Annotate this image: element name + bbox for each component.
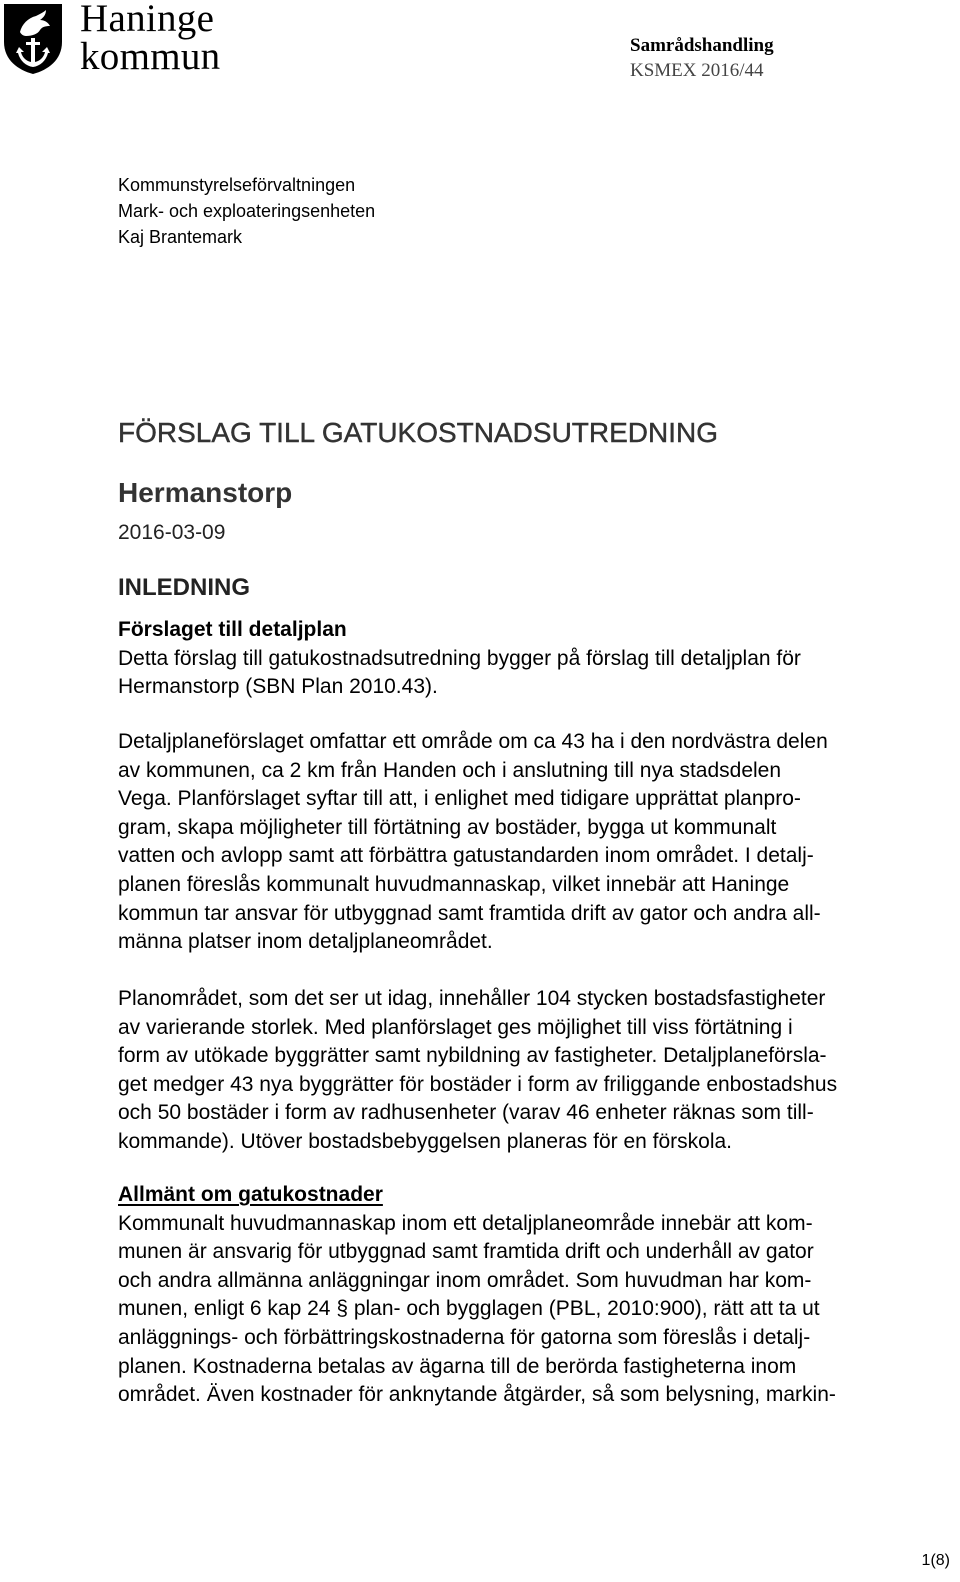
page-number: 1(8) — [921, 1552, 950, 1569]
text-line: get medger 43 nya byggrätter för bostäder i form av friliggande enbostadshus — [118, 1072, 838, 1096]
sender-unit: Mark- och exploateringsenheten — [118, 201, 376, 221]
text-line: området. Även kostnader för anknytande åtgärder, så som belysning, markin- — [118, 1383, 836, 1407]
document-type: Samrådshandling — [630, 35, 774, 56]
text-line: männa platser inom detaljplaneområdet. — [118, 930, 493, 954]
text-line: gram, skapa möjligheter till förtätning av bostäder, bygga ut kommunalt — [118, 815, 777, 839]
section-heading-intro: INLEDNING — [118, 574, 250, 601]
section-street-costs — [118, 1181, 950, 1410]
text-line: Planområdet, som det ser ut idag, innehåller 104 stycken bostadsfastigheter — [118, 987, 826, 1010]
sender-department: Kommunstyrelseförvaltningen — [118, 175, 356, 195]
paragraph-plan-area — [118, 728, 950, 957]
document-date: 2016-03-09 — [118, 521, 226, 544]
document-title: FÖRSLAG TILL GATUKOSTNADSUTREDNING — [118, 417, 719, 448]
text-line: form av utökade byggrätter samt nybildning av fastigheter. Detaljplaneförsla- — [118, 1044, 827, 1068]
sender-block — [118, 172, 375, 250]
text-line: munen är ansvarig för utbyggnad samt framtida drift och underhåll av gator — [118, 1240, 814, 1264]
text-line: vatten och avlopp samt att förbättra gatustandarden inom området. I detalj- — [118, 844, 814, 868]
paragraph-properties — [118, 985, 950, 1157]
subheading-street-costs: Allmänt om gatukostnader — [118, 1183, 383, 1206]
brand-line-2: kommun — [80, 35, 221, 78]
text-line: och 50 bostäder i form av radhusenheter (varav 46 enheter räknas som till- — [118, 1101, 814, 1125]
text-line: Kommunalt huvudmannaskap inom ett detaljplaneområde innebär att kom- — [118, 1211, 813, 1235]
text-line: planen föreslås kommunalt huvudmannaskap, vilket innebär att Haninge — [118, 872, 790, 896]
sender-person: Kaj Brantemark — [118, 227, 243, 247]
brand-name — [80, 0, 220, 76]
haninge-crest-icon — [2, 2, 64, 76]
text-line: Vega. Planförslaget syftar till att, i enlighet med tidigare upprättat planpro- — [118, 787, 801, 811]
document-type-block — [630, 34, 930, 84]
text-line: Detta förslag till gatukostnadsutredning bygger på förslag till detaljplan för — [118, 646, 801, 670]
text-line: planen. Kostnaderna betalas av ägarna till de berörda fastigheterna inom — [118, 1354, 797, 1378]
text-line: och andra allmänna anläggningar inom området. Som huvudman har kom- — [118, 1268, 812, 1292]
text-line: kommande). Utöver bostadsbebyggelsen planeras för en förskola. — [118, 1129, 733, 1153]
text-line: Hermanstorp (SBN Plan 2010.43). — [118, 675, 438, 699]
text-line: av kommunen, ca 2 km från Handen och i anslutning till nya stadsdelen — [118, 758, 782, 782]
text-line: av varierande storlek. Med planförslaget ges möjlighet till viss förtätning i — [118, 1015, 793, 1039]
brand-line-1: Haninge — [80, 0, 215, 40]
document-subtitle: Hermanstorp — [118, 477, 293, 508]
document-number: KSMEX 2016/44 — [630, 60, 764, 81]
text-line: anläggnings- och förbättringskostnaderna för gatorna som föreslås i detalj- — [118, 1325, 811, 1349]
subheading-detail-plan: Förslaget till detaljplan — [118, 618, 347, 641]
text-line: munen, enligt 6 kap 24 § plan- och bygglagen (PBL, 2010:900), rätt att ta ut — [118, 1297, 820, 1321]
text-line: kommun tar ansvar för utbyggnad samt framtida drift av gator och andra all- — [118, 901, 821, 925]
text-line: Detaljplaneförslaget omfattar ett område om ca 43 ha i den nordvästra delen — [118, 730, 828, 753]
section-detail-plan — [118, 616, 950, 702]
